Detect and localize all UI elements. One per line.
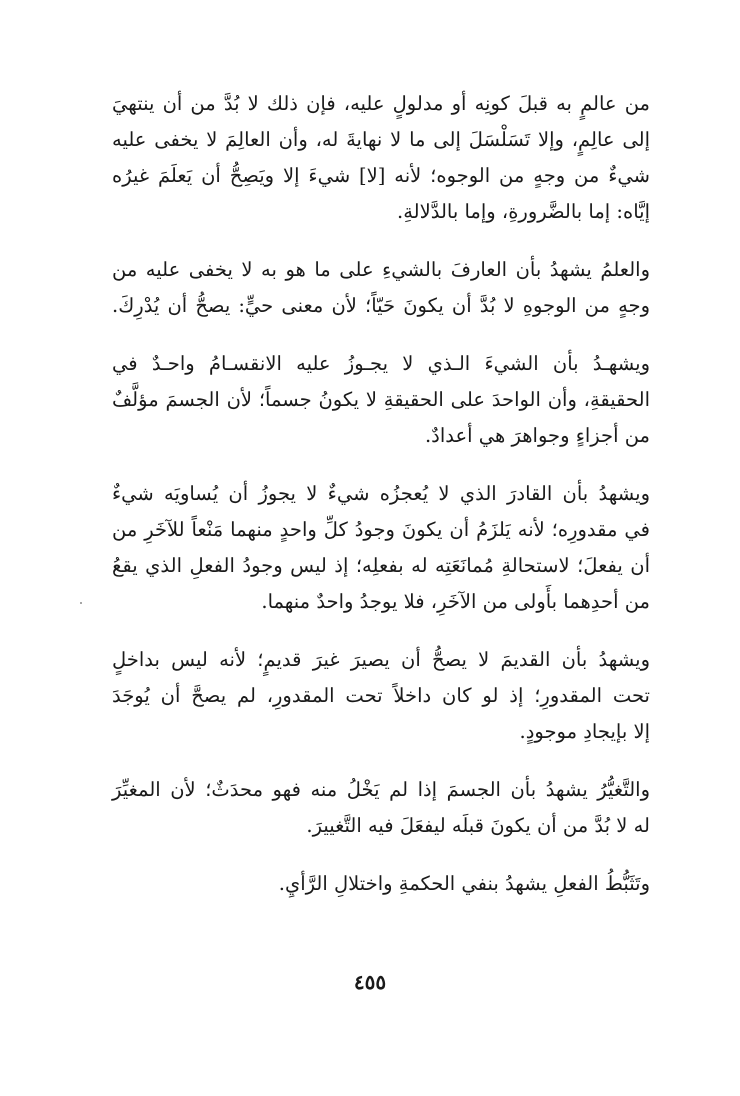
- body-text: [112, 86, 650, 924]
- page-number: ٤٥٥: [353, 970, 387, 994]
- text-line: إلا بإيجادِ موجودٍ.: [519, 720, 650, 743]
- text-line: ويشهدُ بأن القديمَ لا يصحُّ أن يصيرَ غيرَ قديمٍ؛ لأنه ليس بداخلٍ: [112, 648, 650, 671]
- text-line: تحت المقدورِ؛ إذ لو كان داخلاً تحت المقدورِ، لم يصحَّ أن يُوجَدَ: [112, 684, 650, 707]
- text-line: وتَثَبُّطُ الفعلِ يشهدُ بنفي الحكمةِ واختلالِ الرَّأيِ.: [278, 872, 650, 895]
- paragraph-3: [112, 346, 650, 454]
- text-line: والعلمُ يشهدُ بأن العارفَ بالشيءِ على ما هو به لا يخفى عليه من: [112, 258, 650, 281]
- text-line: ويشهـدُ بأن الشيءَ الـذي لا يجـوزُ عليه الانقسـامُ واحـدٌ في: [112, 352, 650, 375]
- text-line: والتَّغيُّرُ يشهدُ بأن الجسمَ إذا لم يَخْلُ منه فهو محدَثٌ؛ لأن المغيِّرَ: [112, 778, 650, 801]
- text-line: إلى عالِمٍ، وإلا تَسَلْسَلَ إلى ما لا نهايةَ له، وأن العالِمَ لا يخفى عليه: [112, 128, 650, 151]
- text-line: شيءٌ من وجهٍ من الوجوه؛ لأنه [لا] شيءَ إلا ويَصِحُّ أن يَعلَمَ غيرُه: [112, 164, 650, 187]
- paragraph-5: [112, 642, 650, 750]
- text-line: الحقيقةِ، وأن الواحدَ على الحقيقةِ لا يكونُ جسماً؛ لأن الجسمَ مؤلَّفٌ: [112, 388, 650, 411]
- text-line: إيَّاه: إما بالضَّرورةِ، وإما بالدَّلالةِ.: [397, 200, 650, 223]
- paragraph-6: [112, 772, 650, 844]
- text-line: من أجزاءٍ وجواهرَ هي أعدادٌ.: [424, 424, 650, 447]
- paragraph-1: [112, 86, 650, 230]
- paragraph-7: [112, 866, 650, 902]
- text-line: من أحدِهما بأَولى من الآخَرِ، فلا يوجدُ واحدٌ منهما.: [261, 590, 650, 613]
- text-line: وجهٍ من الوجوهِ لا بُدَّ أن يكونَ حَيّاً؛ لأن معنى حيٍّ: يصحُّ أن يُدْرِكَ.: [112, 294, 650, 317]
- margin-dot: [80, 602, 82, 604]
- paragraph-2: [112, 252, 650, 324]
- paragraph-4: [112, 476, 650, 620]
- text-line: من عالمٍ به قبلَ كونِه أو مدلولٍ عليه، فإن ذلك لا بُدَّ من أن ينتهيَ: [112, 92, 650, 115]
- text-line: له لا بُدَّ من أن يكونَ قبلَه ليفعَلَ فيه التَّغييرَ.: [306, 814, 650, 837]
- text-line: أن يفعلَ؛ لاستحالةِ مُمانَعَتِه له بفعلِه؛ إذ ليس وجودُ الفعلِ الذي يقعُ: [112, 554, 650, 577]
- text-line: ويشهدُ بأن القادرَ الذي لا يُعجزُه شيءٌ لا يجوزُ أن يُساويَه شيءٌ: [112, 482, 650, 505]
- text-line: في مقدورِه؛ لأنه يَلزَمُ أن يكونَ وجودُ كلِّ واحدٍ منهما مَنْعاً للآخَرِ من: [112, 518, 650, 541]
